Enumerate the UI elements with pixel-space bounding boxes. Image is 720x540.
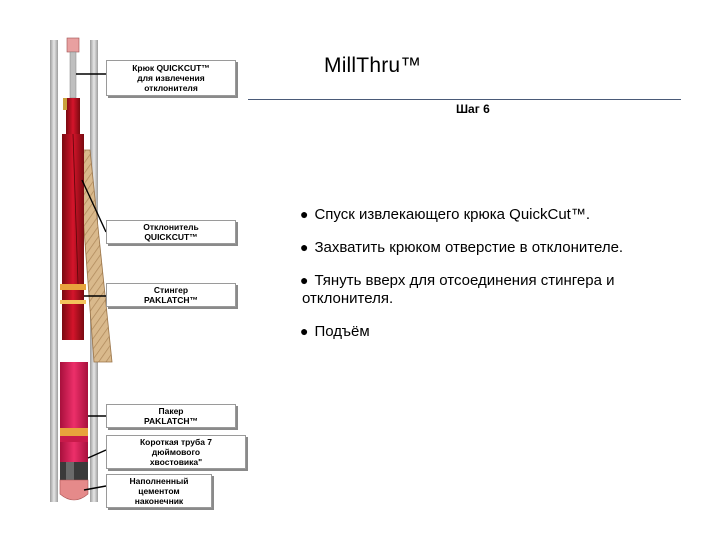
tail-pipe bbox=[60, 442, 88, 462]
bullet-dot-icon: ● bbox=[300, 272, 309, 288]
step-label: Шаг 6 bbox=[456, 102, 490, 116]
hook-tool bbox=[66, 98, 80, 134]
bullet-text: Захватить крюком отверстие в отклонителе. bbox=[314, 239, 624, 256]
running-string bbox=[70, 52, 76, 98]
stinger-collar bbox=[60, 284, 86, 290]
label-nose: Наполненный цементом наконечник bbox=[106, 474, 212, 508]
stinger-body bbox=[62, 290, 84, 340]
label-whipstock: Отклонитель QUICKCUT™ bbox=[106, 220, 236, 244]
bullet-text: Спуск извлекающего крюка QuickCut™. bbox=[314, 206, 591, 223]
stinger-band bbox=[60, 300, 86, 304]
packer-body bbox=[60, 362, 88, 428]
bullet-text: Подъём bbox=[314, 323, 370, 340]
running-string-top bbox=[67, 38, 79, 52]
bullet-dot-icon: ● bbox=[300, 239, 309, 255]
label-tailpipe: Короткая труба 7 дюймового хвостовика" bbox=[106, 435, 246, 469]
page-title: MillThru™ bbox=[324, 54, 422, 77]
label-hook: Крюк QUICKCUT™ для извлечения отклонителя bbox=[106, 60, 236, 96]
bullet-dot-icon: ● bbox=[300, 206, 309, 222]
packer-band-lower bbox=[60, 436, 88, 442]
casing-wall-left bbox=[50, 40, 58, 502]
label-packer: Пакер PAKLATCH™ bbox=[106, 404, 236, 428]
packer-band bbox=[60, 428, 88, 436]
bullet-text: Тянуть вверх для отсоединения стингера и отклонителя. bbox=[302, 272, 615, 307]
label-stinger: Стингер PAKLATCH™ bbox=[106, 283, 236, 307]
cement-nose bbox=[60, 480, 88, 500]
whipstock-body bbox=[62, 134, 84, 284]
casing-gap bbox=[60, 340, 88, 362]
tail-pipe-sheen bbox=[66, 462, 74, 480]
bullet-dot-icon: ● bbox=[300, 323, 309, 339]
hook-marker bbox=[63, 98, 67, 110]
